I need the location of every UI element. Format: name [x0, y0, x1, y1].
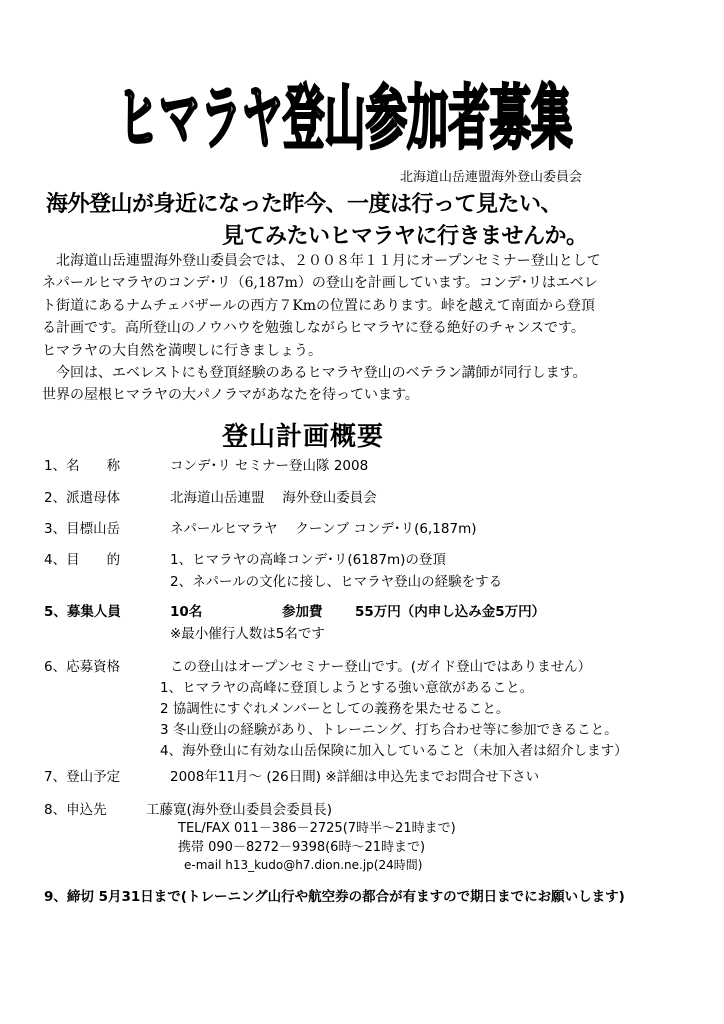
qualification-item: 2 協調性にすぐれメンバーとしての義務を果たせること。 [160, 701, 510, 717]
deadline: 9、締切 5月31日まで(トレーニング山行や航空券の都合が有ますので期日までにお願いします) [44, 889, 625, 905]
qualification-intro: この登山はオープンセミナー登山です。(ガイド登山ではありません） [170, 659, 592, 675]
purpose-line: 1、ヒマラヤの高峰コンデ･リ(6187m)の登頂 [170, 552, 446, 568]
intro-line: ト街道にあるナムチェバザールの西方７Kmの位置にあります。峠を越えて南面から登頂 [42, 297, 595, 314]
fee-value: 55万円（内申し込み金5万円） [355, 604, 546, 620]
schedule-value: 2008年11月～ (26日間) ※詳細は申込先までお問合せ下さい [170, 769, 540, 785]
intro-line: ヒマラヤの大自然を満喫しに行きましょう。 [42, 342, 322, 359]
recruit-note: ※最小催行人数は5名です [170, 626, 325, 642]
intro-line: ネパールヒマラヤのコンデ･リ（6,187m）の登山を計画しています。コンデ･リはエベレ [42, 275, 598, 292]
qualification-item: 1、ヒマラヤの高峰に登頂しようとする強い意欲があること。 [160, 680, 534, 696]
intro-line: 北海道山岳連盟海外登山委員会では、２００８年１１月にオープンセミナー登山として [42, 253, 601, 269]
schedule-label: 7、登山予定 [44, 769, 121, 785]
apply-mobile: 携帯 090－8272－9398(6時～21時まで) [178, 840, 426, 855]
intro-line: 今回は、エベレストにも登頂経験のあるヒマラヤ登山のベテラン講師が同行します。 [42, 365, 587, 382]
catch-line-2: 見てみたいヒマラヤに行きませんか。 [222, 224, 588, 249]
apply-email: e-mail h13_kudo@h7.dion.ne.jp(24時間) [184, 858, 423, 872]
recruit-count: 10名 [170, 604, 203, 620]
intro-paragraph [42, 250, 692, 407]
name-value: コンデ･リ セミナー登山隊 2008 [170, 458, 369, 474]
catch-line-1: 海外登山が身近になった昨今、一度は行って見たい、 [46, 192, 563, 217]
apply-person: 工藤寛(海外登山委員会委員長) [146, 802, 333, 818]
apply-tel: TEL/FAX 011－386－2725(7時半～21時まで) [178, 821, 456, 836]
dispatcher-label: 2、派遣母体 [44, 490, 121, 506]
purpose-line: 2、ネパールの文化に接し、ヒマラヤ登山の経験をする [170, 574, 503, 590]
qualification-item: 4、海外登山に有効な山岳保険に加入していること（未加入者は紹介します） [160, 743, 628, 759]
intro-line: 世界の屋根ヒマラヤの大パノラマがあなたを待っています。 [42, 387, 419, 404]
page-title: ヒマラヤ登山参加者募集 [117, 76, 573, 159]
dispatcher-value: 北海道山岳連盟 海外登山委員会 [170, 490, 377, 506]
organizer: 北海道山岳連盟海外登山委員会 [400, 170, 583, 185]
fee-label: 参加費 [282, 604, 323, 620]
target-label: 3、目標山岳 [44, 521, 121, 537]
recruit-label: 5、募集人員 [44, 604, 121, 620]
name-label: 1、名 称 [44, 458, 121, 474]
target-value: ネパールヒマラヤ クーンブ コンデ･リ(6,187m) [170, 521, 477, 537]
qualification-label: 6、応募資格 [44, 659, 121, 675]
purpose-label: 4、目 的 [44, 552, 121, 568]
title-banner [110, 52, 580, 162]
intro-line: る計画です。高所登山のノウハウを勉強しながらヒマラヤに登る絶好のチャンスです。 [42, 320, 585, 337]
apply-label: 8、申込先 [44, 802, 107, 818]
section-title: 登山計画概要 [222, 422, 385, 452]
qualification-item: 3 冬山登山の経験があり、トレーニング、打ち合わせ等に参加できること。 [160, 722, 618, 738]
